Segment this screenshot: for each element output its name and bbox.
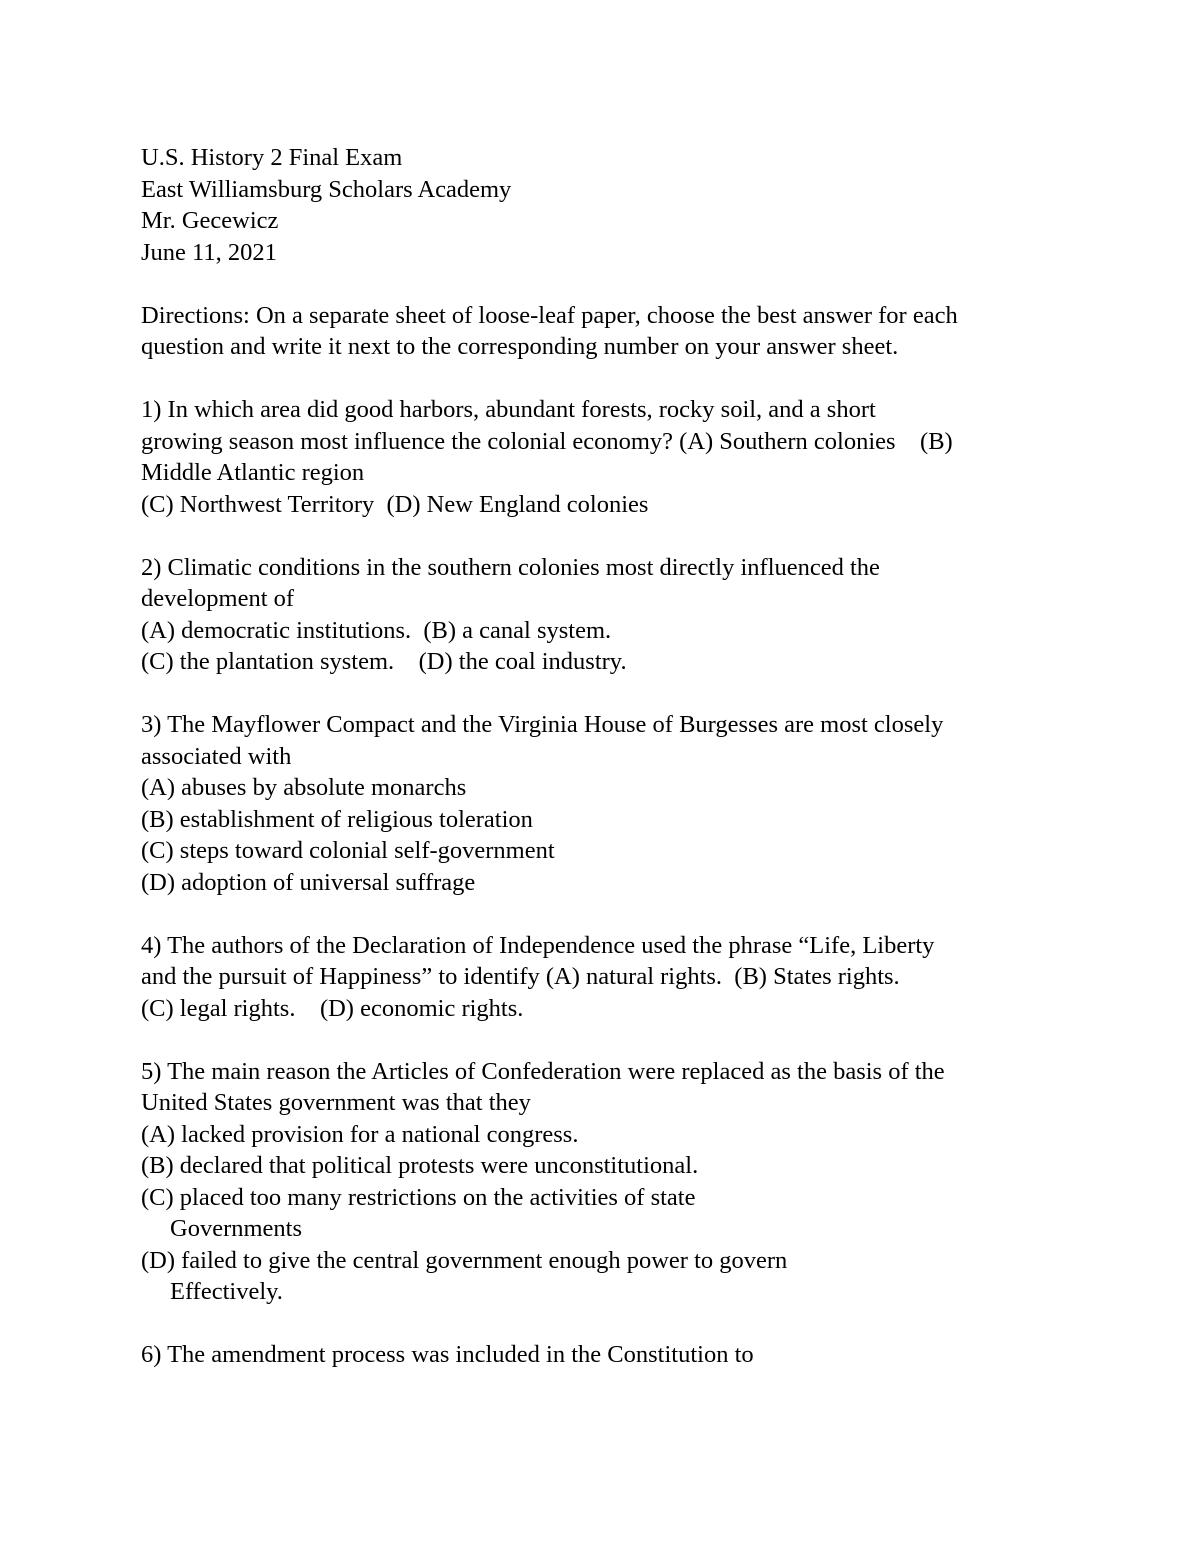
spacer: [141, 678, 1071, 710]
answer-choice-b: (B) establishment of religious toleration: [141, 805, 533, 833]
exam-date: June 11, 2021: [141, 238, 277, 266]
answer-choice-b: (B) declared that political protests were unconstitutional.: [141, 1152, 699, 1179]
answer-choices: (C) Northwest Territory (D) New England colonies: [141, 490, 649, 518]
question-stem: 6) The amendment process was included in the Constitution to: [141, 1341, 754, 1368]
question-stem: United States government was that they: [141, 1089, 531, 1116]
answer-choices: (C) the plantation system. (D) the coal industry.: [141, 648, 627, 675]
spacer: [141, 363, 1071, 395]
answer-choice-d: (D) adoption of universal suffrage: [141, 868, 476, 896]
question-6: [141, 1339, 1071, 1371]
answer-choice-d: (D) failed to give the central government enough power to govern: [141, 1246, 788, 1274]
question-stem: growing season most influence the colonial economy? (A) Southern colonies (B): [141, 427, 953, 455]
question-4: [141, 930, 1071, 1025]
question-stem: development of: [141, 585, 295, 612]
question-stem: 1) In which area did good harbors, abundant forests, rocky soil, and a short: [141, 396, 876, 423]
teacher-name: Mr. Gecewicz: [141, 207, 279, 234]
spacer: [141, 268, 1071, 300]
question-stem: and the pursuit of Happiness” to identify (A) natural rights. (B) States rights.: [141, 963, 900, 990]
answer-choice-a: (A) lacked provision for a national congress.: [141, 1120, 579, 1148]
question-3: [141, 709, 1071, 898]
question-stem: 2) Climatic conditions in the southern colonies most directly influenced the: [141, 553, 880, 581]
spacer: [141, 520, 1071, 552]
directions-line: Directions: On a separate sheet of loose-leaf paper, choose the best answer for each: [141, 301, 958, 329]
answer-choice-c: (C) placed too many restrictions on the activities of state: [141, 1183, 696, 1211]
exam-content: [141, 142, 1071, 1371]
spacer: [141, 898, 1071, 930]
answer-choices: (C) legal rights. (D) economic rights.: [141, 994, 524, 1022]
exam-title: U.S. History 2 Final Exam: [141, 144, 403, 171]
school-name: East Williamsburg Scholars Academy: [141, 175, 512, 203]
exam-header: [141, 142, 1071, 268]
answer-choice-d-continued: Effectively.: [170, 1278, 283, 1305]
answer-choice: Middle Atlantic region: [141, 459, 365, 486]
answer-choices: (A) democratic institutions. (B) a canal system.: [141, 616, 612, 644]
directions-line: question and write it next to the corresponding number on your answer sheet.: [141, 333, 899, 360]
question-stem: 5) The main reason the Articles of Confederation were replaced as the basis of the: [141, 1057, 945, 1085]
answer-choice-c: (C) steps toward colonial self-government: [141, 837, 555, 864]
spacer: [141, 1308, 1071, 1340]
question-stem: 4) The authors of the Declaration of Independence used the phrase “Life, Liberty: [141, 931, 935, 959]
question-5: [141, 1056, 1071, 1308]
question-stem: 3) The Mayflower Compact and the Virginia House of Burgesses are most closely: [141, 711, 944, 738]
question-2: [141, 552, 1071, 678]
answer-choice-c-continued: Governments: [170, 1215, 302, 1242]
directions: [141, 300, 1071, 363]
question-stem: associated with: [141, 742, 292, 770]
answer-choice-a: (A) abuses by absolute monarchs: [141, 774, 467, 801]
spacer: [141, 1024, 1071, 1056]
question-1: [141, 394, 1071, 520]
